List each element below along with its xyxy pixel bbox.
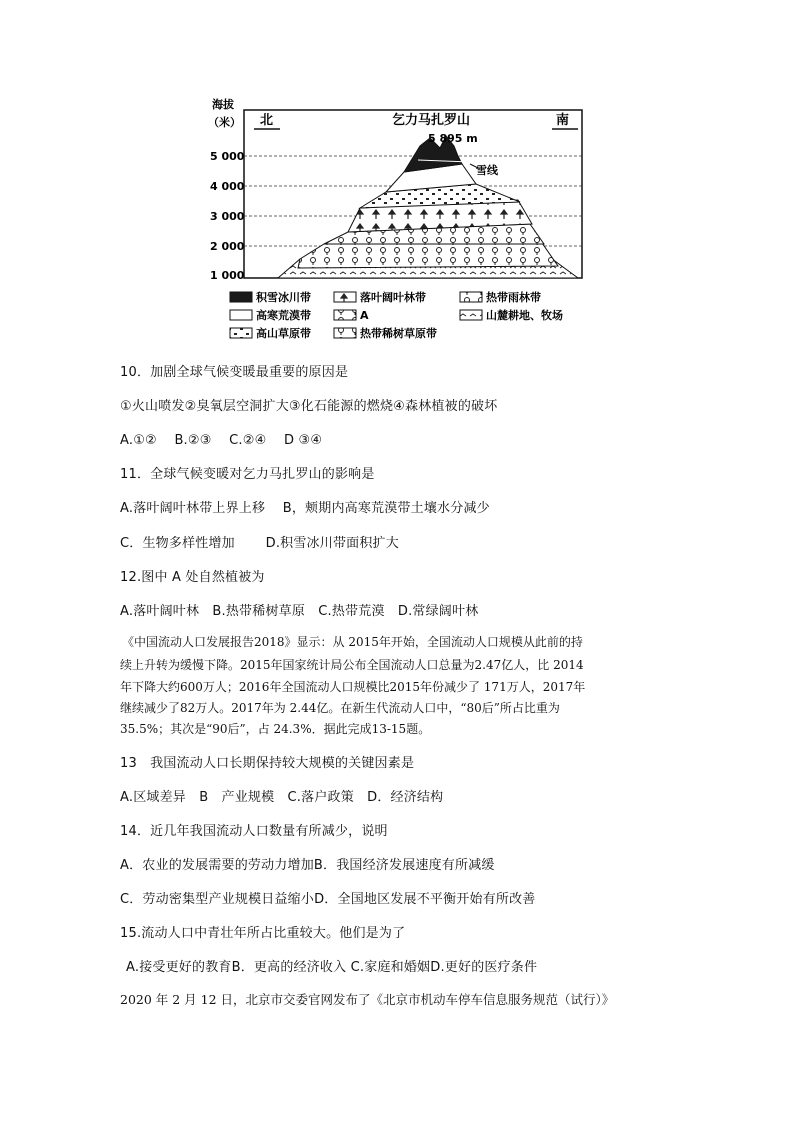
- y-axis-title: 海拔: [212, 98, 234, 111]
- y-axis-unit: （米）: [208, 116, 241, 129]
- legend-swatch-savanna: [334, 328, 356, 338]
- y-axis: [208, 97, 245, 282]
- legend-meadow: 高山草原带: [256, 327, 311, 340]
- q10-stem: 10．加剧全球气候变暖最重要的原因是: [120, 365, 349, 380]
- mountain-title: 乞力马扎罗山: [392, 113, 471, 128]
- peak-elevation: 5 895 m: [428, 132, 478, 145]
- q11-options-line1: A.落叶阔叶林带上界上移 B，颊期内高寒荒漠带土壤水分减少: [120, 501, 490, 516]
- passage-line-3: 年下降大约600万人；2016年全国流动人口规模比2015年份减少了 171万人，2017年: [120, 680, 586, 694]
- legend-rainforest: 热带雨林带: [486, 291, 541, 304]
- snowline-label: 雪线: [476, 164, 498, 177]
- y-tick-3000: 3 000: [210, 210, 245, 223]
- legend-swatch-rainforest: [460, 292, 482, 302]
- legend-swatch-farmland: [460, 310, 482, 320]
- legend-farmland: 山麓耕地、牧场: [486, 309, 563, 322]
- zonation-diagram: [208, 96, 588, 346]
- q11-stem: 11．全球气候变暖对乞力马扎罗山的影响是: [120, 467, 375, 482]
- trailing-passage: 2020 年 2 月 12 日，北京市交委官网发布了《北京市机动车停车信息服务规范（试行）》: [120, 992, 615, 1007]
- q13-stem: 13 我国流动人口长期保持较大规模的关键因素是: [120, 756, 415, 771]
- passage-line-5: 35.5%；其次是“90后”，占 24.3%．据此完成13-15题。: [120, 722, 431, 736]
- q12-stem: 12.图中 A 处自然植被为: [120, 570, 265, 585]
- q12-options: A.落叶阔叶林 B.热带稀树草原 C.热带荒漠 D.常绿阔叶林: [120, 604, 479, 619]
- y-tick-1000: 1 000: [210, 269, 245, 282]
- legend-deciduous: 落叶阔叶林带: [360, 291, 426, 304]
- legend-swatch-meadow: [230, 328, 252, 338]
- legend-swatch-a: [334, 310, 356, 320]
- q13-options: A.区域差异 B 产业规模 C.落户政策 D．经济结构: [120, 790, 444, 805]
- y-tick-2000: 2 000: [210, 240, 245, 253]
- zone-savanna: [298, 243, 558, 268]
- kilimanjaro-zonation-figure: [208, 96, 588, 346]
- passage-line-4: 继续减少了82万人。2017年为 2.44亿。在新生代流动人口中，“80后”所占比重为: [120, 701, 560, 715]
- y-tick-5000: 5 000: [210, 150, 245, 163]
- passage-line-2: 续上升转为缓慢下降。2015年国家统计局公布全国流动人口总量为2.47亿人，比 2014: [120, 658, 584, 672]
- legend-a: A: [360, 309, 369, 322]
- legend: [230, 290, 563, 340]
- legend-savanna: 热带稀树草原带: [360, 327, 437, 340]
- q14-options-line2: C．劳动密集型产业规模日益缩小D．全国地区发展不平衡开始有所改善: [120, 892, 536, 907]
- y-tick-4000: 4 000: [210, 180, 245, 193]
- legend-desert: 高寒荒漠带: [256, 309, 311, 322]
- q14-stem: 14．近几年我国流动人口数量有所减少，说明: [120, 824, 388, 839]
- passage-line-1: 《中国流动人口发展报告2018》显示：从 2015年开始，全国流动人口规模从此前的持: [122, 635, 583, 649]
- q15-stem: 15.流动人口中青壮年所占比重较大。他们是为了: [120, 926, 406, 941]
- south-label: 南: [556, 113, 570, 128]
- q10-options: A.①② B.②③ C.②④ D ③④: [120, 433, 323, 448]
- legend-swatch-ice: [230, 292, 252, 302]
- legend-ice: 积雪冰川带: [256, 291, 311, 304]
- q14-options-line1: A．农业的发展需要的劳动力增加B．我国经济发展速度有所减缓: [120, 858, 495, 873]
- north-label: 北: [260, 113, 274, 128]
- legend-swatch-deciduous: [334, 292, 356, 302]
- q15-options: A.接受更好的教育B．更高的经济收入 C.家庭和婚姻D.更好的医疗条件: [126, 960, 538, 975]
- q10-items: ①火山喷发②臭氧层空洞扩大③化石能源的燃烧④森林植被的破坏: [120, 399, 498, 414]
- legend-swatch-desert: [230, 310, 252, 320]
- q11-options-line2: C．生物多样性增加 D.积雪冰川带面积扩大: [120, 536, 399, 551]
